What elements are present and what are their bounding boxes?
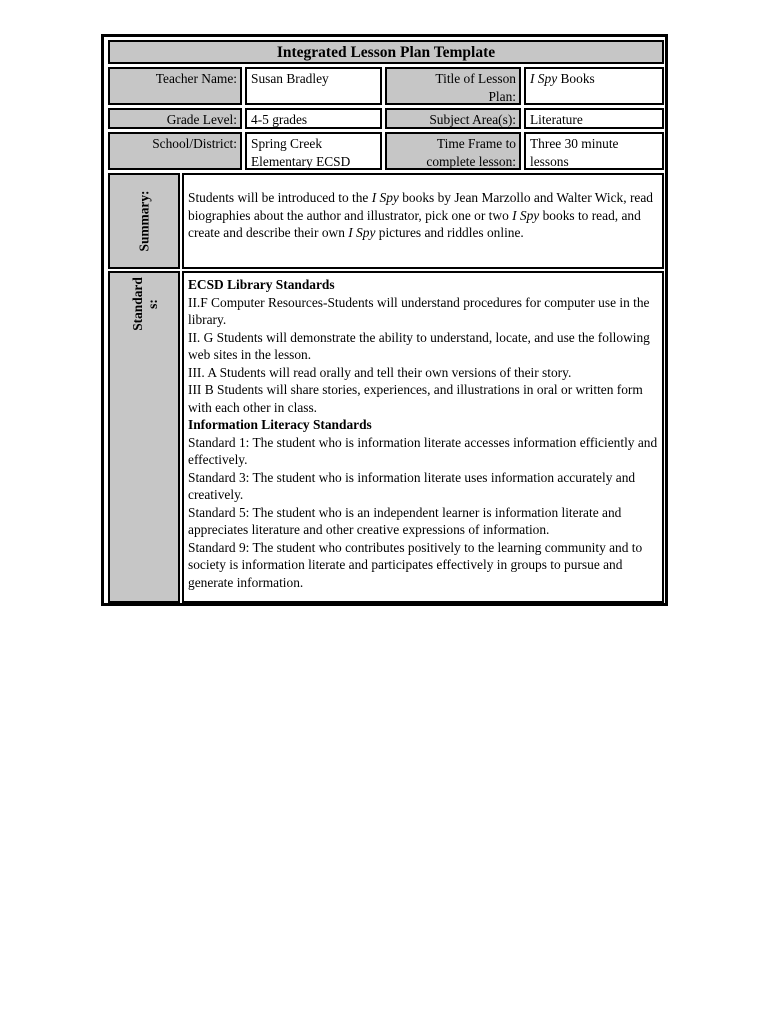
summary-label: Summary:	[136, 190, 152, 252]
subject-area-label: Subject Area(s):	[385, 108, 521, 129]
summary-label-cell	[108, 173, 180, 269]
lesson-title-label-line2: Plan:	[488, 88, 516, 104]
summary-part-2: I Spy	[371, 190, 399, 205]
template-title: Integrated Lesson Plan Template	[108, 40, 664, 64]
time-frame-line2: lessons	[530, 153, 569, 169]
info-literacy-item: Standard 1: The student who is information literate accesses information efficiently and effectively.	[188, 434, 658, 467]
summary-text	[182, 173, 664, 269]
lesson-title-italic: I Spy	[530, 71, 558, 86]
lesson-title-value	[524, 67, 664, 105]
grade-level-value: 4-5 grades	[245, 108, 382, 129]
school-district-label: School/District:	[108, 132, 242, 170]
grade-level-label: Grade Level:	[108, 108, 242, 129]
lesson-title-label-line1: Title of Lesson	[435, 71, 516, 86]
standards-label-line1: Standard	[130, 277, 145, 331]
summary-part-1: Students will be introduced to the	[188, 190, 372, 205]
summary-part-5: books to read, and create and describe their own	[188, 207, 641, 240]
standards-text	[182, 271, 664, 603]
ecsd-standard-item: III B Students will share stories, experiences, and illustrations in oral or written form with each other in class.	[188, 382, 643, 415]
time-frame-label-line2: complete lesson:	[426, 153, 516, 169]
ecsd-heading: ECSD Library Standards	[188, 277, 335, 292]
time-frame-value	[524, 132, 664, 170]
lesson-plan-table	[101, 34, 668, 606]
standards-label-cell	[108, 271, 180, 603]
teacher-name-label: Teacher Name:	[108, 67, 242, 105]
lesson-title-rest: Books	[557, 71, 595, 86]
school-district-line2: Elementary ECSD	[251, 153, 351, 169]
standards-label-line2: s:	[145, 299, 160, 309]
ecsd-standard-item: II.F Computer Resources-Students will understand procedures for computer use in the library.	[188, 294, 650, 327]
info-literacy-heading: Information Literacy Standards	[188, 417, 372, 432]
info-literacy-item: Standard 3: The student who is information literate uses information accurately and creatively.	[188, 469, 636, 502]
summary-part-6: I Spy	[348, 225, 376, 240]
subject-area-value: Literature	[524, 108, 664, 129]
standards-label	[130, 277, 160, 331]
time-frame-label	[385, 132, 521, 170]
info-literacy-item: Standard 9: The student who contributes positively to the learning community and to society is information literate and participates effectively in groups to pursue and generate information.	[188, 539, 643, 590]
ecsd-standard-item: II. G Students will demonstrate the ability to understand, locate, and use the following web sites in the lesson.	[188, 329, 650, 362]
info-literacy-item: Standard 5: The student who is an independent learner is information literate and appreciates literature and other creative expressions of information.	[188, 504, 622, 537]
lesson-title-label	[385, 67, 521, 105]
school-district-line1: Spring Creek	[251, 136, 323, 151]
summary-part-3: books by Jean Marzollo and Walter Wick, read biographies about the author and illustrator, pick one or two	[188, 190, 653, 223]
time-frame-line1: Three 30 minute	[530, 136, 619, 151]
ecsd-standard-item: III. A Students will read orally and tell their own versions of their story.	[188, 364, 572, 380]
summary-part-4: I Spy	[512, 207, 540, 223]
time-frame-label-line1: Time Frame to	[436, 136, 516, 151]
school-district-value	[245, 132, 382, 170]
summary-part-7: pictures and riddles online.	[375, 225, 524, 240]
teacher-name-value: Susan Bradley	[245, 67, 382, 105]
